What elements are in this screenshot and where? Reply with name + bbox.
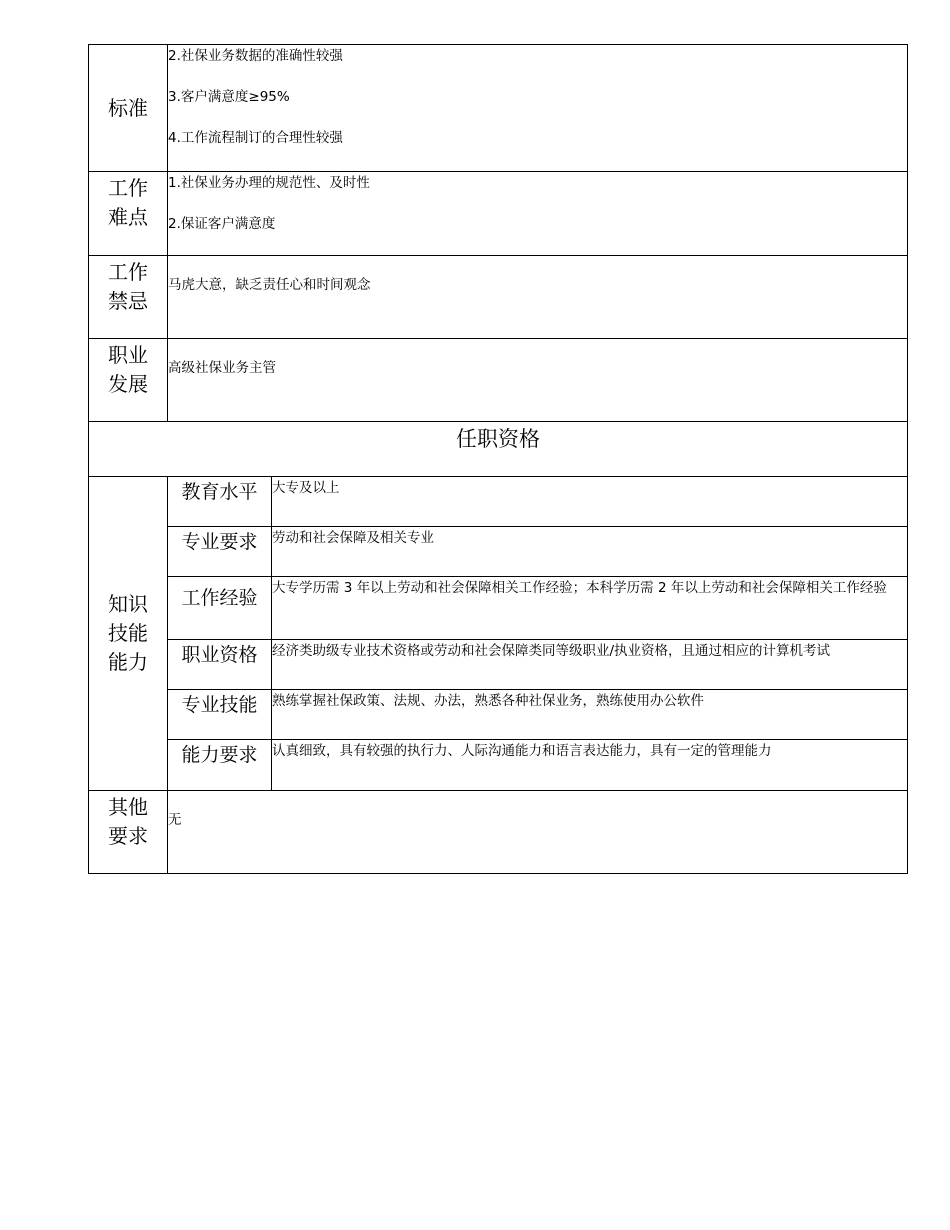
qualification-row [89,527,908,577]
qualification-label: 教育水平 [168,477,272,527]
difficulty-row [89,172,908,256]
qualification-value: 大专学历需 3 年以上劳动和社会保障相关工作经验；本科学历需 2 年以上劳动和社会保障相关工作经验 [272,577,908,640]
difficulty-content [168,172,908,256]
qualification-label: 专业要求 [168,527,272,577]
career-content: 高级社保业务主管 [168,339,908,422]
qualification-label: 能力要求 [168,740,272,791]
qualification-value: 认真细致，具有较强的执行力、人际沟通能力和语言表达能力，具有一定的管理能力 [272,740,908,791]
qualification-header-row [89,422,908,477]
standard-label: 标准 [89,45,168,172]
knowledge-skill-label: 知识技能能力 [89,477,168,791]
qualification-row [89,690,908,740]
qualification-value: 经济类助级专业技术资格或劳动和社会保障类同等级职业/执业资格，且通过相应的计算机考试 [272,640,908,690]
standard-content [168,45,908,172]
standard-item: 4.工作流程制订的合理性较强 [168,130,343,146]
other-content: 无 [168,791,908,874]
taboo-label: 工作禁忌 [89,256,168,339]
other-label: 其他要求 [89,791,168,874]
qualification-row [89,477,908,527]
qualification-row [89,640,908,690]
qualification-label: 工作经验 [168,577,272,640]
standard-item: 2.社保业务数据的准确性较强 [168,48,343,64]
qualification-title: 任职资格 [89,422,908,477]
standard-item: 3.客户满意度≥95% [168,89,290,105]
qualification-value: 大专及以上 [272,477,908,527]
other-row [89,791,908,874]
career-label: 职业发展 [89,339,168,422]
taboo-row [89,256,908,339]
difficulty-label: 工作难点 [89,172,168,256]
job-description-table [88,44,908,874]
qualification-label: 职业资格 [168,640,272,690]
qualification-row [89,740,908,791]
qualification-value: 劳动和社会保障及相关专业 [272,527,908,577]
difficulty-item: 2.保证客户满意度 [168,216,276,232]
taboo-content: 马虎大意，缺乏责任心和时间观念 [168,256,908,339]
qualification-label: 专业技能 [168,690,272,740]
qualification-row [89,577,908,640]
qualification-value: 熟练掌握社保政策、法规、办法，熟悉各种社保业务，熟练使用办公软件 [272,690,908,740]
difficulty-item: 1.社保业务办理的规范性、及时性 [168,175,370,191]
standard-row [89,45,908,172]
career-row [89,339,908,422]
